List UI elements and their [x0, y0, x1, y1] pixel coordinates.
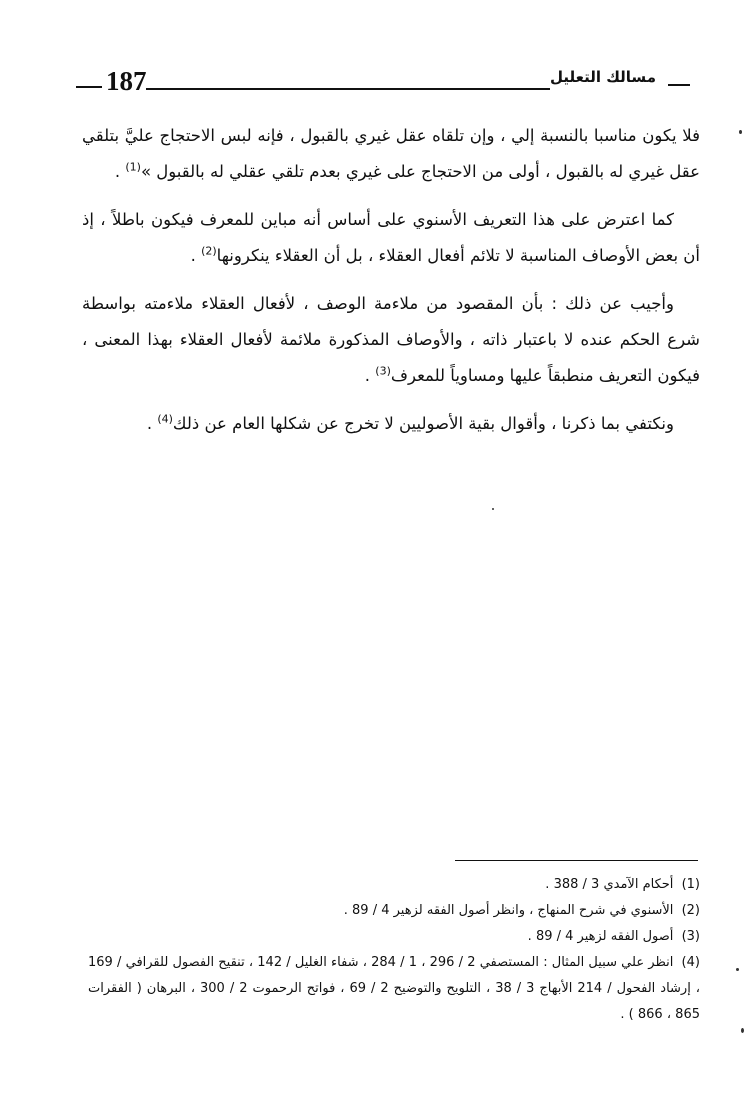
footnote-number: (3) [681, 929, 700, 944]
footnote-number: (4) [681, 955, 700, 970]
footnote-reference: (3) [375, 364, 391, 378]
paragraph-tail: . [190, 246, 202, 265]
paragraph-text: وأجيب عن ذلك : بأن المقصود من ملاءمة الوصف ، لأفعال العقلاء ملاءمته بواسطة شرع الحكم عنده لا باعتبار ذاته ، والأوصاف المذكورة ملائمة لأفعال العقلاء بهذا المعنى ، فيكون التعريف منطبقاً عليها ومساوياً للمعرف [82, 294, 700, 385]
footnote-reference: (4) [157, 412, 173, 426]
footnote-reference: (1) [125, 160, 141, 174]
footnote [88, 924, 700, 950]
paragraph [82, 118, 700, 190]
paragraph [82, 202, 700, 274]
header-rule [146, 88, 550, 90]
footnote-number: (2) [681, 903, 700, 918]
footnote [88, 872, 700, 898]
footnote [88, 898, 700, 924]
header-dash-left [76, 86, 102, 88]
paragraph-text: ونكتفي بما ذكرنا ، وأقوال بقية الأصوليين لا تخرج عن شكلها العام عن ذلك [172, 414, 674, 433]
paragraph [82, 286, 700, 394]
footnote-text: أحكام الآمدي 3 / 388 . [545, 877, 674, 892]
running-title: مسالك التعليل [549, 68, 656, 86]
footnote-text: أصول الفقه لزهير 4 / 89 . [527, 929, 674, 944]
paragraph-text: كما اعترض على هذا التعريف الأسنوي على أساس أنه مباين للمعرف فيكون باطلاً ، إذ أن بعض الأوصاف المناسبة لا تلائم أفعال العقلاء ، بل أن العقلاء ينكرونها [82, 210, 700, 265]
paragraph-text: فلا يكون مناسبا بالنسبة إلي ، وإن تلقاه عقل غيري بالقبول ، فإنه لبس الاحتجاج عليَّ بتلقي عقل غيري له بالقبول ، أولى من الاحتجاج على غيري بعدم تلقي عقلي له بالقبول » [82, 126, 700, 181]
footnote-text: الأسنوي في شرح المنهاج ، وانظر أصول الفقه لزهير 4 / 89 . [343, 903, 674, 918]
scan-speck [739, 130, 742, 134]
footnote-number: (1) [681, 877, 700, 892]
header-dash-right [668, 84, 690, 86]
scan-speck [741, 1028, 744, 1033]
paragraph-tail: . [364, 366, 376, 385]
footnote-reference: (2) [201, 244, 217, 258]
page-header [70, 66, 690, 106]
body-text [82, 118, 700, 454]
footnote [88, 950, 700, 1028]
footnote-separator [455, 860, 698, 861]
paragraph-tail: . [146, 414, 158, 433]
scan-speck [736, 968, 739, 971]
footnote-text: انظر علي سبيل المثال : المستصفي 2 / 296 ، 1 / 284 ، شفاء الغليل / 142 ، تنقيح الفصول للقرافي / 169 ، إرشاد الفحول / 214 الأبهاج 3 / 38 ، التلويح والتوضيح 2 / 69 ، فواتح الرحموت 2 / 300 ، البرهان ( الفقرات 865 ، 866 ) . [88, 955, 700, 1022]
footnotes [88, 872, 700, 1028]
scan-speck [492, 508, 494, 510]
page-number: 187 [106, 66, 147, 96]
paragraph [82, 406, 700, 442]
paragraph-tail: . [114, 162, 126, 181]
